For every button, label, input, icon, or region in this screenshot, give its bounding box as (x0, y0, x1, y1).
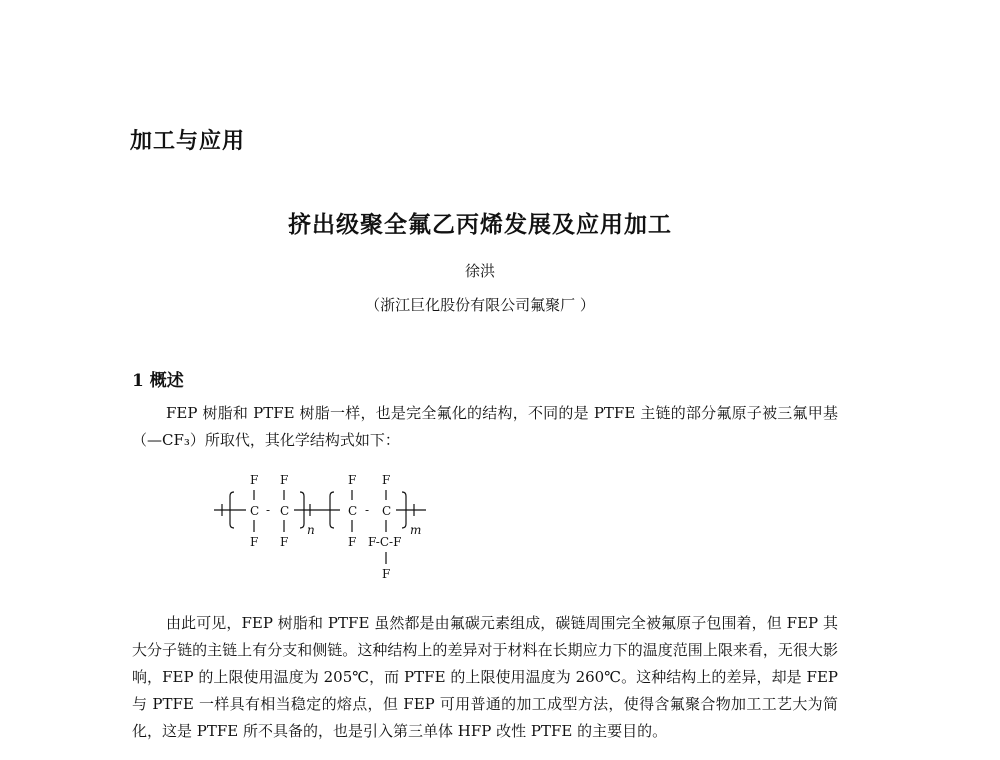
formula-atom-f: F (280, 473, 289, 487)
formula-atom-c: C (382, 504, 392, 518)
formula-atom-f: F (280, 535, 289, 549)
paragraph-intro: FEP 树脂和 PTFE 树脂一样，也是完全氟化的结构，不同的是 PTFE 主链的部分氟原子被三氟甲基（—CF₃）所取代，其化学结构式如下： (132, 404, 838, 449)
section-heading: 1 概述 (132, 371, 184, 391)
formula-subscript-m: m (410, 523, 422, 537)
formula-atom-c: C (280, 504, 290, 518)
formula-atom-f: F (382, 567, 391, 581)
article-title: 挤出级聚全氟乙丙烯发展及应用加工 (288, 211, 672, 238)
formula-atom-c: C (348, 504, 358, 518)
paragraph-comparison: 由此可见，FEP 树脂和 PTFE 虽然都是由氟碳元素组成，碳链周围完全被氟原子包围着，但 FEP 其大分子链的主链上有分支和侧链。这种结构上的差异对于材料在长期应力下的温度范围上限来看，无很大影响，FEP 的上限使用温度为 205℃，而 PTFE 的上限使用温度为 260℃。这种结构上的差异，却是 FEP 与 PTFE 一样具有相当稳定的熔点，但 FEP 可用普通的加工成型方法，使得含氟聚合物加工工艺大为简化，这是 PTFE 所不具备的，也是引入第三单体 HFP 改性 PTFE 的主要目的。 (132, 614, 838, 740)
formula-subscript-n: n (307, 523, 315, 537)
chemical-structure-formula (210, 470, 450, 590)
formula-side-group: F-C-F (368, 535, 402, 549)
section-header: 加工与应用 (130, 128, 246, 154)
formula-bond: - (365, 503, 370, 517)
formula-atom-f: F (348, 473, 357, 487)
article-author: 徐洪 (464, 262, 495, 280)
formula-bond: - (266, 503, 271, 517)
formula-atom-c: C (250, 504, 260, 518)
formula-atom-f: F (348, 535, 357, 549)
article-affiliation: （浙江巨化股份有限公司氟聚厂 ） (365, 296, 595, 314)
formula-atom-f: F (250, 535, 259, 549)
formula-atom-f: F (382, 473, 391, 487)
formula-atom-f: F (250, 473, 259, 487)
